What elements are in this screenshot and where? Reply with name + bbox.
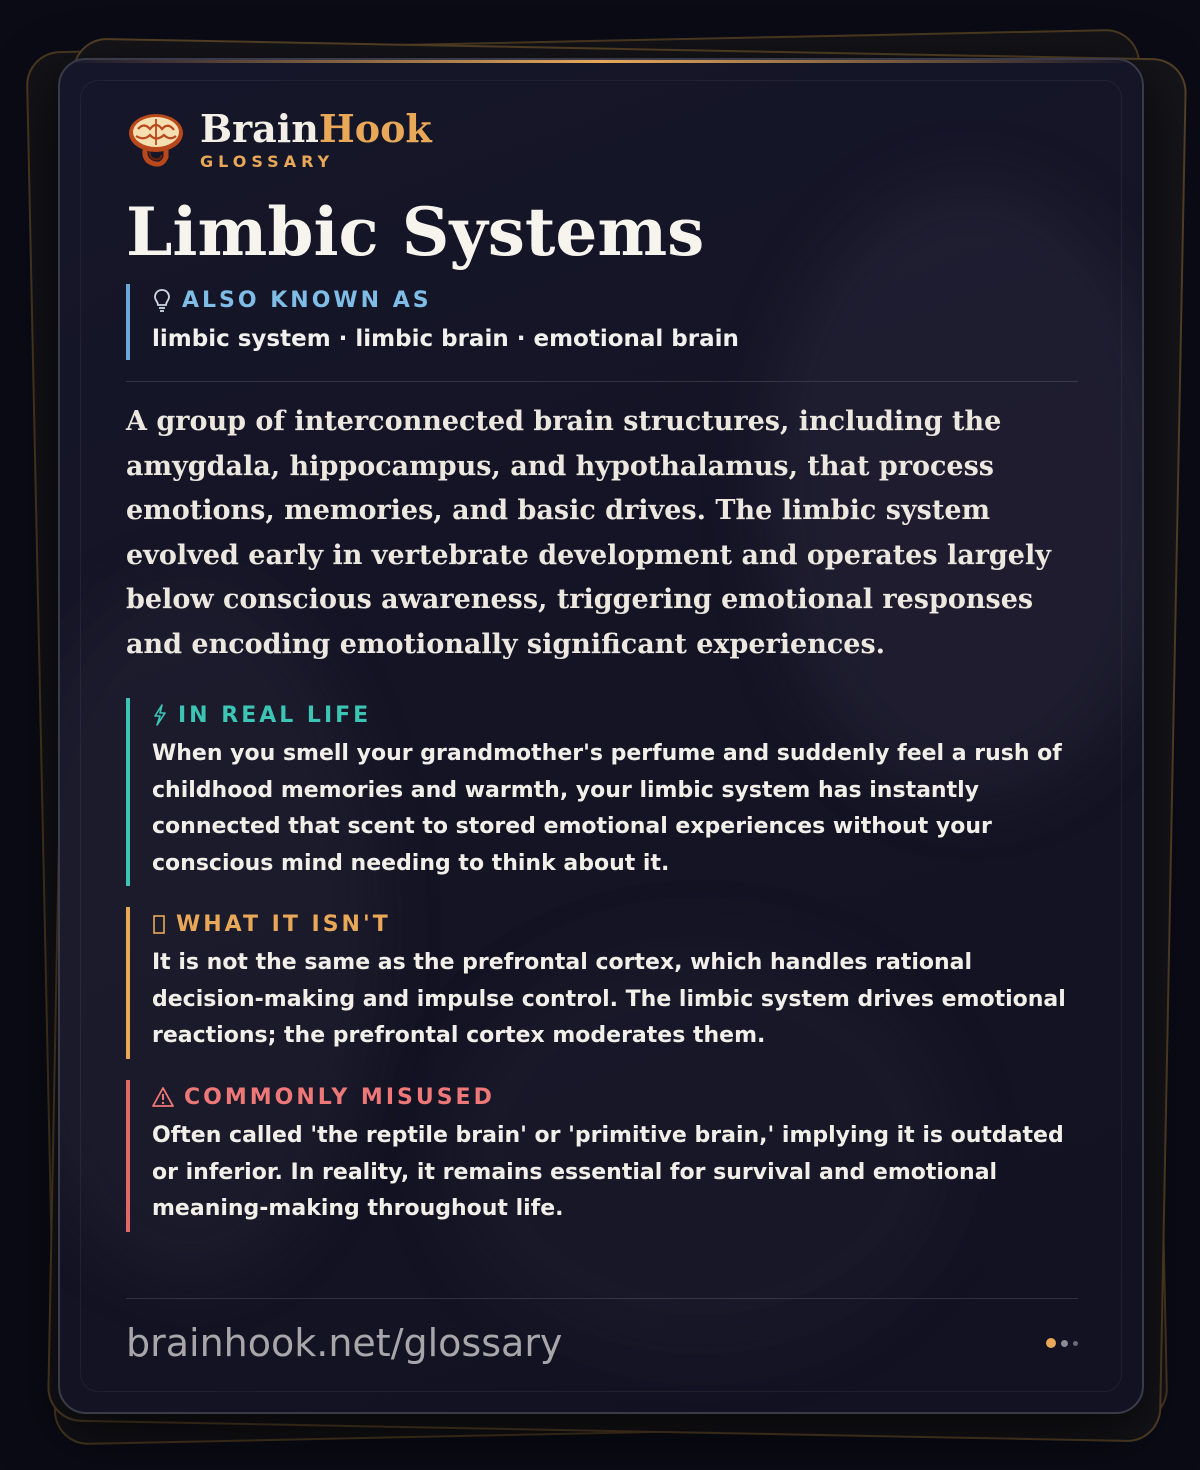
commonly-misused-section (126, 1080, 1078, 1232)
page-dot-active (1046, 1338, 1056, 1348)
what-it-isnt-heading (152, 907, 1078, 941)
footer-url[interactable]: brainhook.net/glossary (126, 1321, 563, 1365)
in-real-life-section (126, 698, 1078, 886)
brain-hook-icon (126, 109, 186, 169)
in-real-life-label: IN REAL LIFE (178, 702, 372, 728)
in-real-life-heading (152, 698, 1078, 732)
page-dot (1061, 1340, 1068, 1347)
brand-header (126, 106, 432, 172)
warning-icon (152, 1086, 174, 1108)
commonly-misused-body: Often called 'the reptile brain' or 'primitive brain,' implying it is outdated or inferior. In reality, it remains essential for survival and emotional meaning-making throughout life. (152, 1123, 1064, 1222)
also-known-as-values: limbic system · limbic brain · emotional brain (152, 326, 739, 352)
page-indicator (1041, 1338, 1078, 1348)
lightning-icon (152, 703, 168, 727)
definition-text: A group of interconnected brain structures, including the amygdala, hippocampus, and hypothalamus, that process emotions, memories, and basic drives. The limbic system evolved early in vertebrate development and operates largely below conscious awareness, triggering emotional responses and encoding emotionally significant experiences. (126, 406, 1051, 660)
term-title: Limbic Systems (126, 193, 705, 271)
glossary-card (58, 58, 1144, 1414)
what-it-isnt-body: It is not the same as the prefrontal cortex, which handles rational decision-making and impulse control. The limbic system drives emotional reactions; the prefrontal cortex moderates them. (152, 950, 1066, 1049)
brand-subtitle: GLOSSARY (200, 151, 335, 171)
also-known-as-heading (152, 284, 1026, 316)
also-known-as-section (126, 284, 1026, 360)
also-known-as-label: ALSO KNOWN AS (182, 287, 432, 313)
in-real-life-body: When you smell your grandmother's perfume and suddenly feel a rush of childhood memories and warmth, your limbic system has instantly connected that scent to stored emotional experiences without your conscious mind needing to think about it. (152, 741, 1062, 877)
what-it-isnt-section (126, 907, 1078, 1059)
commonly-misused-label: COMMONLY MISUSED (184, 1084, 495, 1110)
brand-name-accent: Hook (318, 105, 432, 151)
lightbulb-icon (152, 288, 172, 312)
page-dot (1073, 1341, 1078, 1346)
missing-glyph-icon (152, 913, 166, 935)
what-it-isnt-label: WHAT IT ISN'T (176, 911, 391, 937)
brand-name-primary: Brain (200, 105, 319, 151)
footer-divider (126, 1298, 1078, 1299)
brand-name (200, 105, 432, 151)
commonly-misused-heading (152, 1080, 1078, 1114)
divider (126, 381, 1078, 382)
